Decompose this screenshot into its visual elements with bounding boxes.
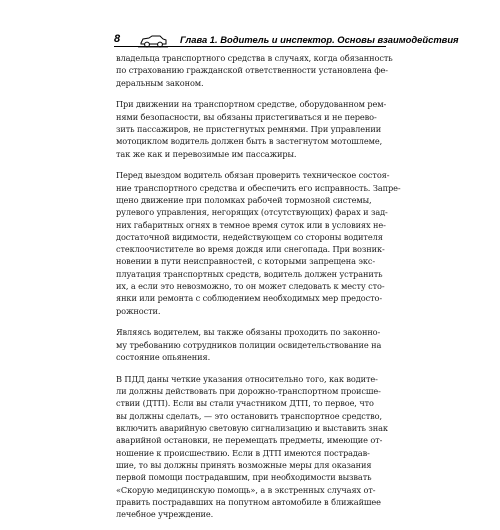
paragraph-4 — [116, 326, 388, 363]
text-line: щено движение при поломках рабочей тормозной системы, — [116, 194, 372, 205]
text-line: шие, то вы должны принять возможные меры для оказания — [116, 459, 372, 470]
header-rule — [114, 46, 386, 47]
text-line: достаточной видимости, недействующем со стороны водителя — [116, 231, 383, 242]
text-line: включить аварийную световую сигнализацию и выставить знак — [116, 423, 388, 434]
text-line: янки или ремонта с соблюдением необходимых мер предосто- — [116, 293, 383, 304]
text-line: них габаритных огнях в темное время суток или в условиях не- — [116, 219, 386, 230]
text-line: состояние опьянения. — [116, 352, 211, 363]
page-number: 8 — [114, 33, 121, 45]
text-line: новении в пути неисправностей, с которыми запрещена экс- — [116, 256, 376, 267]
text-line: нями безопасности, вы обязаны пристегиваться и не перево- — [116, 111, 377, 122]
chapter-title: Глава 1. Водитель и инспектор. Основы взаимодействия — [180, 34, 459, 45]
text-line: по страхованию гражданской ответственности установлена фе- — [116, 65, 388, 76]
text-line: мотоциклом водитель должен быть в застегнутом мотошлеме, — [116, 136, 383, 147]
text-line: При движении на транспортном средстве, оборудованном рем- — [116, 99, 387, 110]
text-line: аварийной остановки, не перемещать предметы, имеющие от- — [116, 435, 383, 446]
text-line: В ПДД даны четкие указания относительно того, как водите- — [116, 373, 378, 384]
text-line: первой помощи пострадавшим, при необходимости вызвать — [116, 472, 372, 483]
text-line: ношение к происшествию. Если в ДТП имеются пострадав- — [116, 447, 370, 458]
text-line: ние транспортного средства и обеспечить его исправность. Запре- — [116, 182, 401, 193]
text-line: лечебное учреждение. — [116, 509, 214, 520]
text-line: ли должны действовать при дорожно-транспортном происше- — [116, 386, 381, 397]
text-line: править пострадавших на попутном автомобиле в ближайшее — [116, 496, 381, 507]
text-line: деральным законом. — [116, 77, 204, 88]
body-text — [116, 52, 401, 530]
text-line: плуатация транспортных средств, водитель должен устранить — [116, 268, 383, 279]
paragraph-5 — [116, 373, 388, 521]
text-line: «Скорую медицинскую помощь», а в экстренных случаях от- — [116, 484, 376, 495]
paragraph-1 — [116, 52, 393, 89]
text-line: рулевого управления, негорящих (отсутствующих) фарах и зад- — [116, 207, 388, 218]
text-line: их, а если это невозможно, то он может следовать к месту сто- — [116, 281, 385, 292]
text-line: вы должны сделать, — это остановить транспортное средство, — [116, 410, 383, 421]
paragraph-3 — [116, 169, 401, 317]
text-line: Перед выездом водитель обязан проверить техническое состоя- — [116, 170, 390, 181]
paragraph-2 — [116, 98, 388, 159]
text-line: зить пассажиров, не пристегнутых ремнями. При управлении — [116, 123, 382, 134]
text-line: ствии (ДТП). Если вы стали участником ДТП, то первое, что — [116, 398, 374, 409]
text-line: стеклоочистителе во время дождя или снегопада. При возник- — [116, 244, 385, 255]
text-line: му требованию сотрудников полиции освидетельствование на — [116, 339, 382, 350]
text-line: рожности. — [116, 305, 161, 316]
text-line: владельца транспортного средства в случаях, когда обязанность — [116, 53, 393, 63]
text-line: так же как и перевозимые им пассажиры. — [116, 148, 297, 159]
text-line: Являясь водителем, вы также обязаны проходить по законно- — [116, 327, 381, 338]
